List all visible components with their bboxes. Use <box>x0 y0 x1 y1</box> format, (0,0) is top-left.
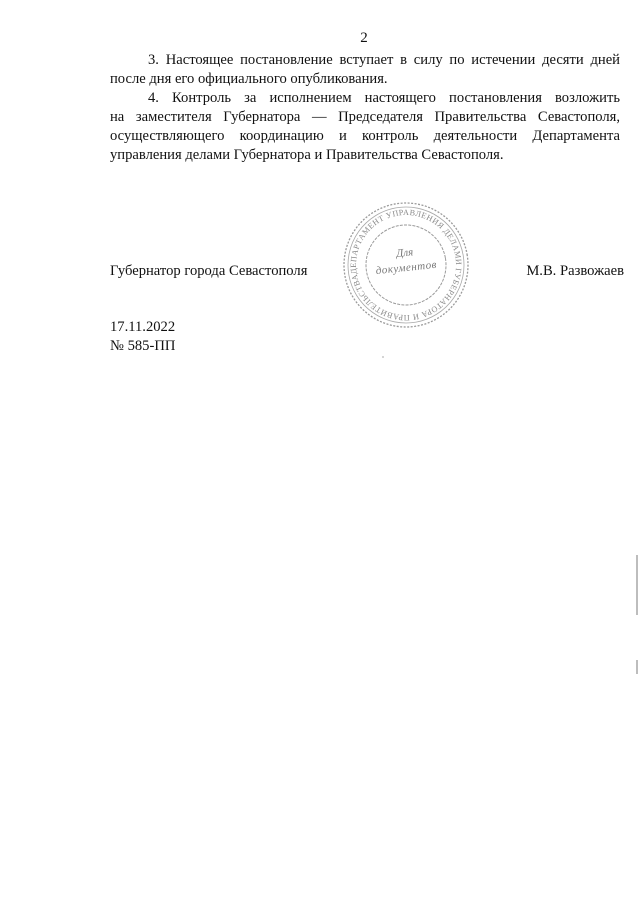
signatory-position: Губернатор города Севастополя <box>110 263 308 279</box>
paragraph-3 <box>110 51 620 89</box>
document-date-number <box>110 318 175 356</box>
paragraph-4 <box>110 89 620 165</box>
scan-artifact <box>636 555 638 615</box>
paragraph-line: осуществляющего координацию и контроль деятельности Департамента <box>110 128 620 144</box>
signature-block <box>110 263 624 287</box>
document-body <box>110 51 620 165</box>
scan-artifact <box>382 356 384 358</box>
paragraph-line: на заместителя Губернатора — Председателя Правительства Севастополя, <box>110 109 620 125</box>
paragraph-line: управления делами Губернатора и Правительства Севастополя. <box>110 147 504 163</box>
stamp-ring-text: ДЕПАРТАМЕНТ УПРАВЛЕНИЯ ДЕЛАМИ ГУБЕРНАТОРА И ПРАВИТЕЛЬСТВА <box>348 207 464 323</box>
paragraph-line: 4. Контроль за исполнением настоящего постановления возложить <box>148 90 620 106</box>
stamp-center-line-2: документов <box>375 258 438 278</box>
document-date: 17.11.2022 <box>110 319 176 335</box>
paragraph-line: после дня его официального опубликования. <box>110 71 388 87</box>
scan-artifact <box>636 660 638 674</box>
paragraph-line: 3. Настоящее постановление вступает в силу по истечении десяти дней <box>148 52 620 68</box>
page-number: 2 <box>360 30 368 46</box>
document-number: № 585-ПП <box>110 338 176 354</box>
stamp-center-line-1: Для <box>395 246 414 260</box>
signatory-name: М.В. Развожаев <box>526 263 624 279</box>
